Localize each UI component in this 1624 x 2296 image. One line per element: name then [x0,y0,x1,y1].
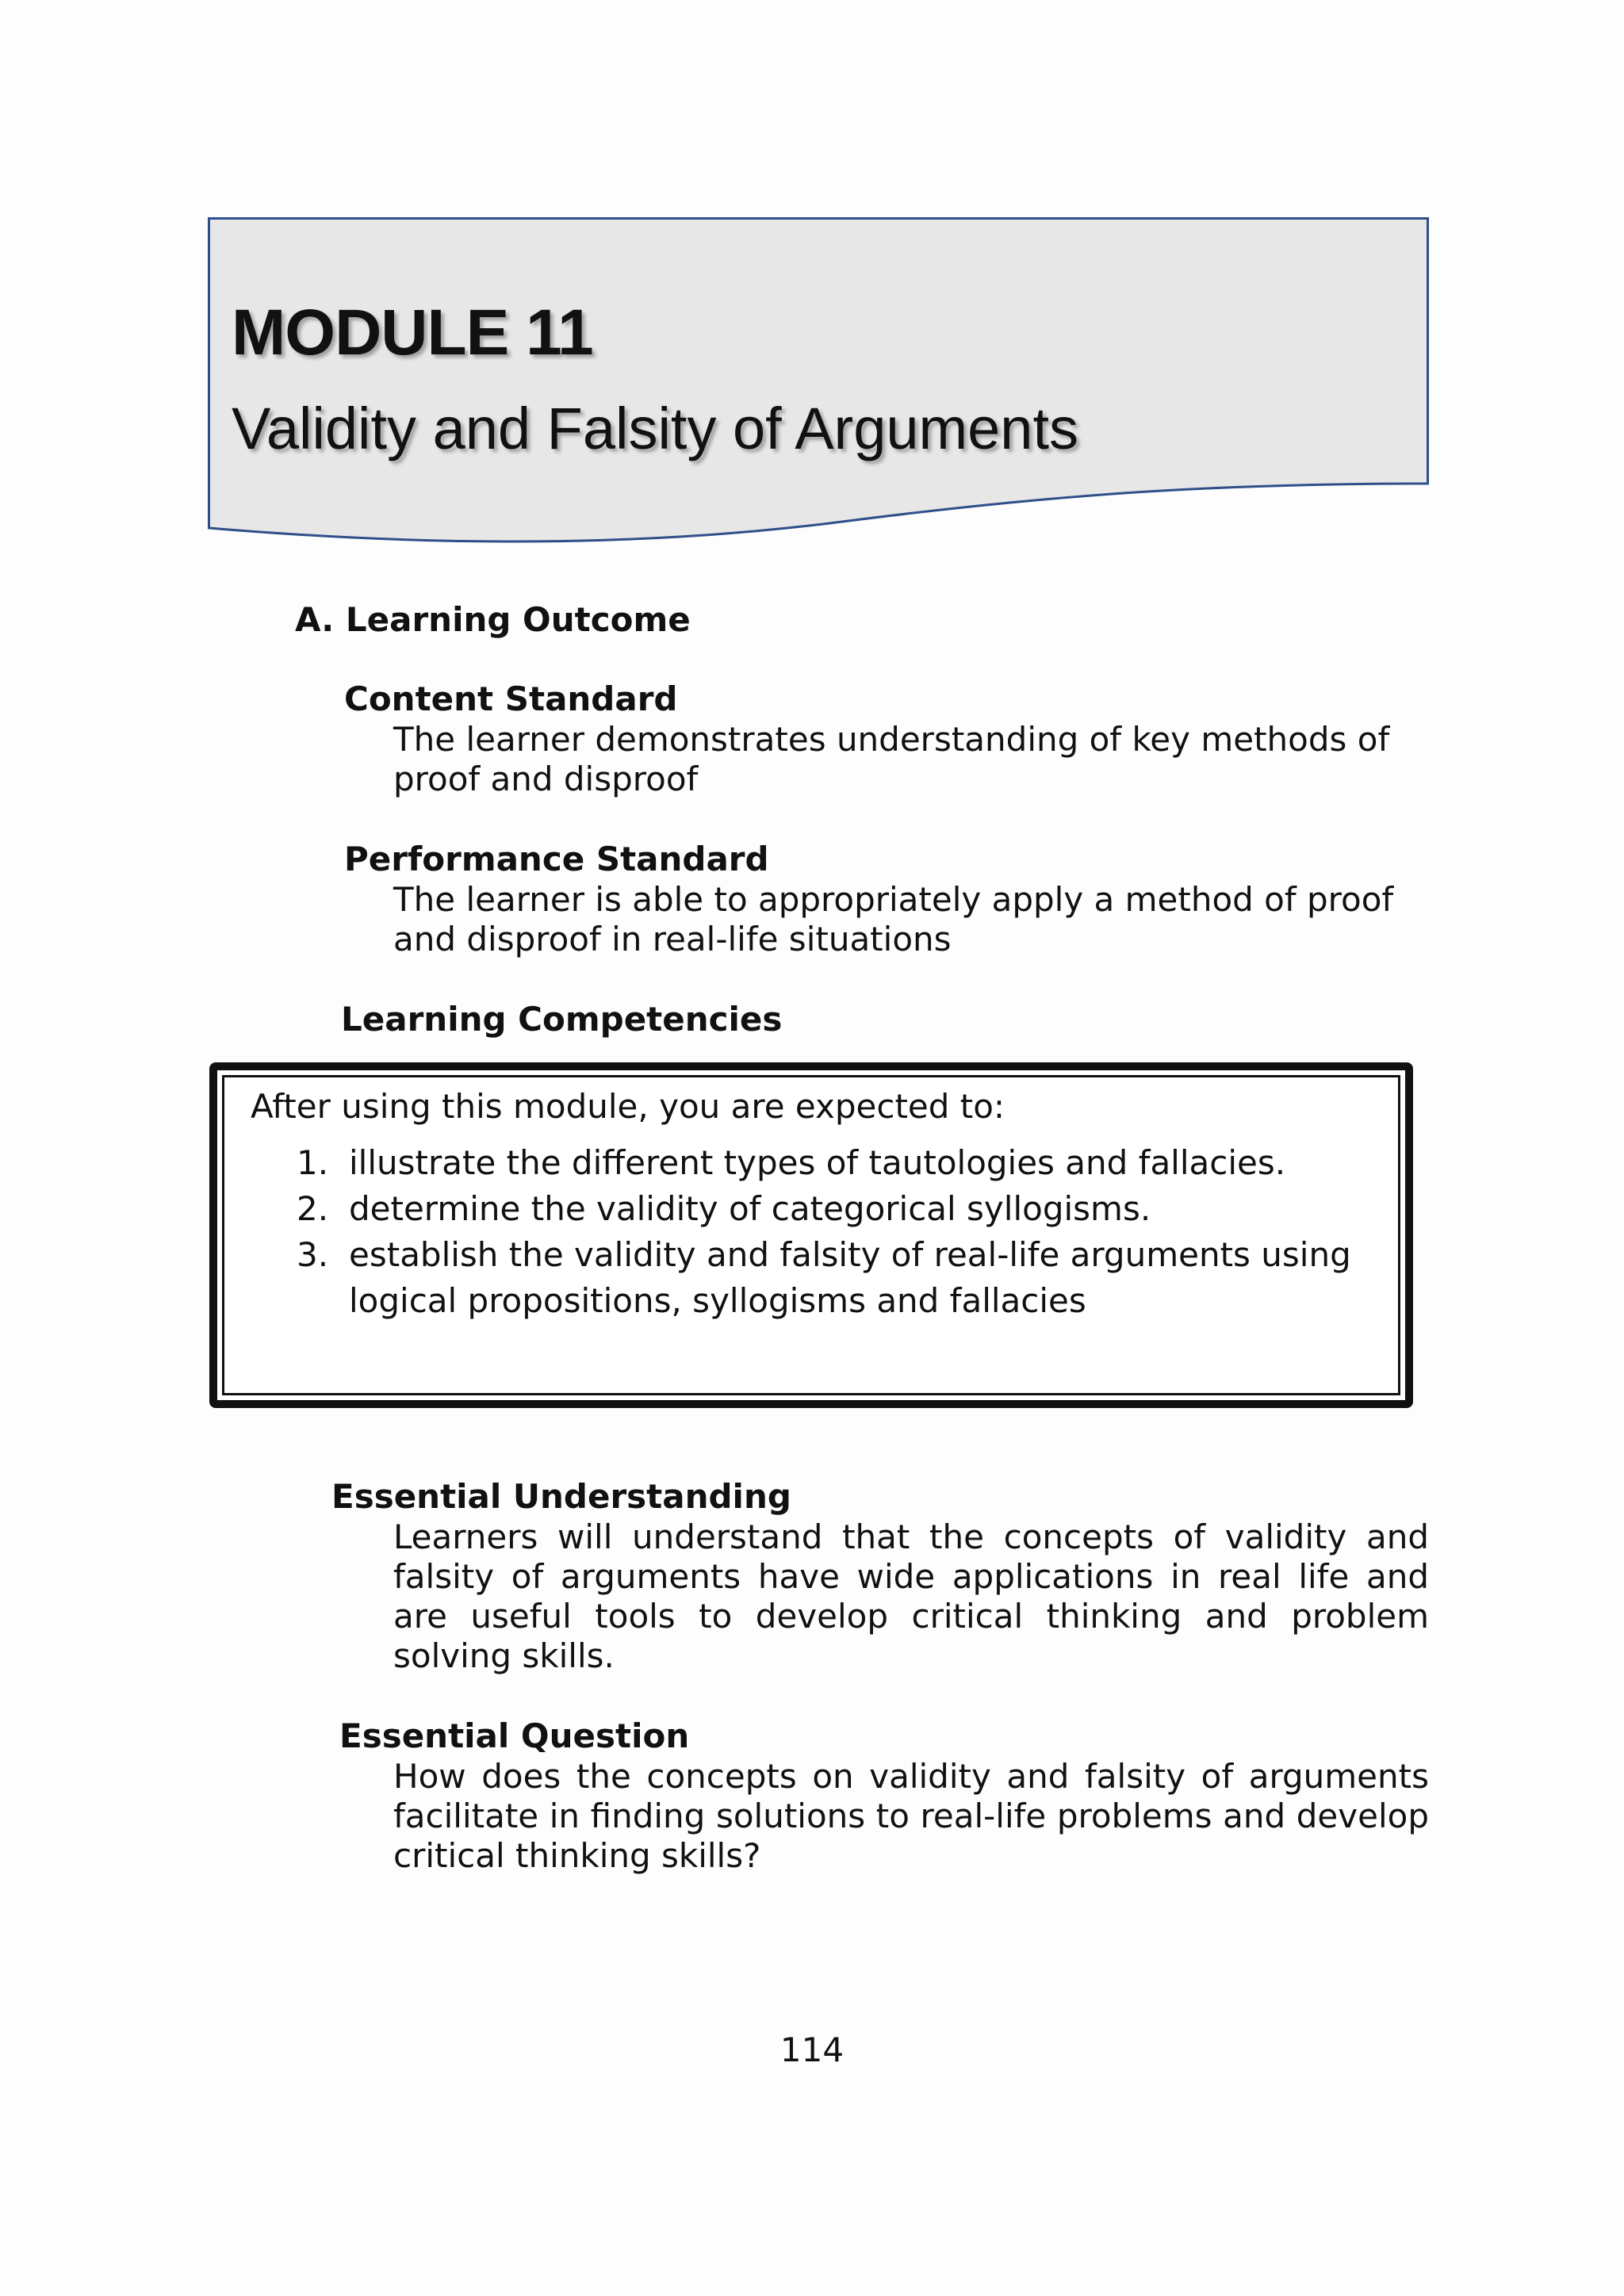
competencies-intro: After using this module, you are expected to: [251,1087,1005,1126]
performance-standard-heading: Performance Standard [344,840,769,878]
list-item-text: illustrate the different types of tautologies and fallacies. [349,1143,1286,1182]
essential-understanding-heading: Essential Understanding [331,1477,791,1516]
banner-shape [208,217,1429,550]
list-item-text: establish the validity and falsity of real-life arguments using logical propositions, syllogisms and fallacies [349,1235,1351,1320]
list-item [251,1186,1361,1232]
content-standard-text: The learner demonstrates understanding of key methods of proof and disproof [393,720,1390,798]
competencies-box [209,1062,1413,1408]
learning-competencies-heading: Learning Competencies [341,1000,783,1039]
list-item [251,1140,1361,1186]
page-number: 114 [779,2030,845,2069]
list-item [251,1232,1361,1324]
module-title: MODULE 11 [232,297,593,369]
content-standard-heading: Content Standard [344,679,678,718]
list-item-text: determine the validity of categorical syllogisms. [349,1189,1151,1228]
essential-question-heading: Essential Question [339,1716,690,1755]
list-item-number: 2. [297,1189,329,1228]
performance-standard-text: The learner is able to appropriately apply a method of proof and disproof in real-life situations [393,880,1394,959]
essential-understanding-text: Learners will understand that the concepts of validity and falsity of arguments have wide applications in real life and are useful tools to develop critical thinking and problem solving skills. [393,1517,1429,1675]
essential-question-text: How does the concepts on validity and falsity of arguments facilitate in finding solutions to real-life problems and develop critical thinking skills? [393,1757,1429,1875]
learning-outcome-heading: A. Learning Outcome [295,600,691,639]
module-banner [208,217,1429,550]
competencies-list [251,1140,1361,1324]
list-item-number: 3. [297,1235,329,1274]
module-subtitle: Validity and Falsity of Arguments [232,396,1079,461]
list-item-number: 1. [297,1143,329,1182]
